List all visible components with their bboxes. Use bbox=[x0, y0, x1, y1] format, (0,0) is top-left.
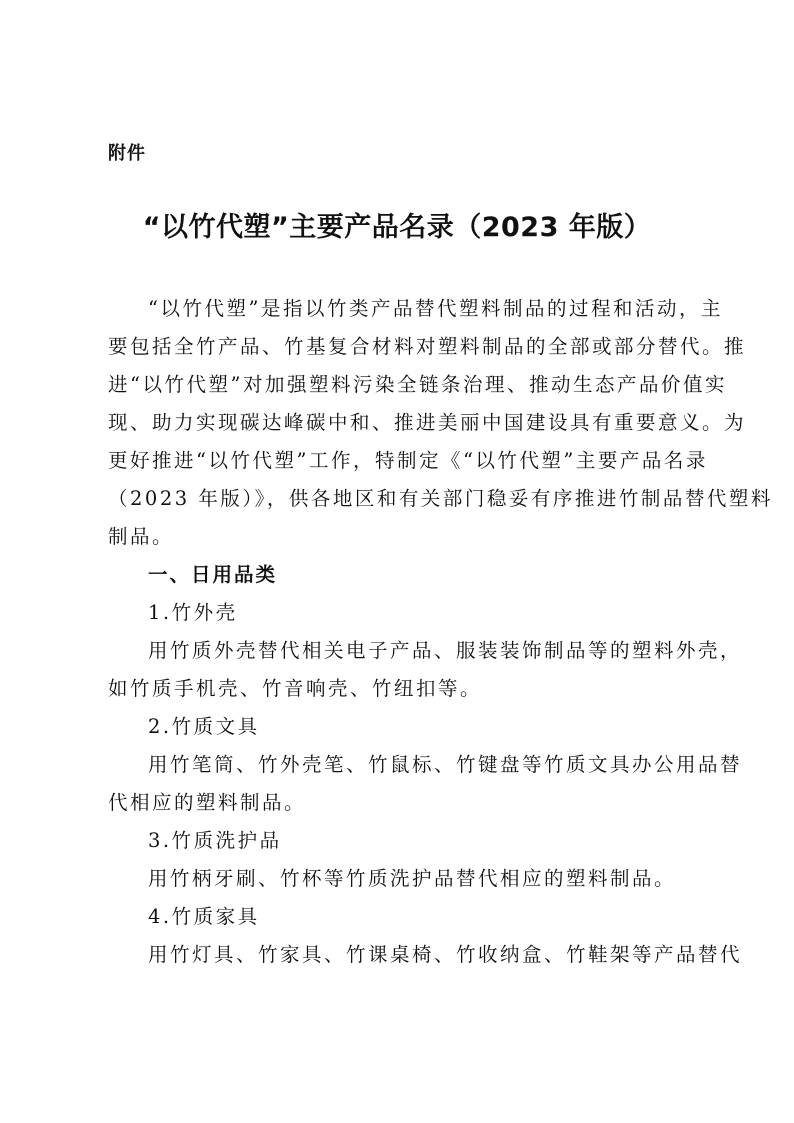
document-body bbox=[108, 290, 773, 974]
intro-line: “以竹代塑”是指以竹类产品替代塑料制品的过程和活动，主 bbox=[148, 297, 723, 320]
section-heading: 一、日用品类 bbox=[148, 563, 278, 586]
intro-line: 制品。 bbox=[108, 525, 175, 548]
item-text-line: 用竹质外壳替代相关电子产品、服装装饰制品等的塑料外壳， bbox=[148, 639, 743, 662]
intro-line: （2023 年版）》，供各地区和有关部门稳妥有序推进竹制品替代塑料 bbox=[108, 487, 773, 510]
item-text-line: 用竹灯具、竹家具、竹课桌椅、竹收纳盒、竹鞋架等产品替代 bbox=[148, 943, 743, 966]
item-text-line: 如竹质手机壳、竹音响壳、竹纽扣等。 bbox=[108, 677, 483, 700]
intro-line: 进“以竹代塑”对加强塑料污染全链条治理、推动生态产品价值实 bbox=[108, 373, 727, 396]
item-text-line: 用竹柄牙刷、竹杯等竹质洗护品替代相应的塑料制品。 bbox=[148, 867, 677, 890]
document-title: “以竹代塑”主要产品名录（2023 年版） bbox=[142, 212, 652, 243]
item-title: 3.竹质洗护品 bbox=[148, 829, 282, 852]
item-title: 4.竹质家具 bbox=[148, 905, 260, 928]
item-title: 2.竹质文具 bbox=[148, 715, 260, 738]
intro-line: 更好推进“以竹代塑”工作，特制定《“以竹代塑”主要产品名录 bbox=[108, 449, 708, 472]
item-text-line: 用竹笔筒、竹外壳笔、竹鼠标、竹键盘等竹质文具办公用品替 bbox=[148, 753, 743, 776]
attachment-label: 附件 bbox=[108, 143, 146, 164]
intro-line: 现、助力实现碳达峰碳中和、推进美丽中国建设具有重要意义。为 bbox=[108, 411, 747, 434]
item-text-line: 代相应的塑料制品。 bbox=[108, 791, 307, 814]
intro-line: 要包括全竹产品、竹基复合材料对塑料制品的全部或部分替代。推 bbox=[108, 335, 747, 358]
item-title: 1.竹外壳 bbox=[148, 601, 238, 624]
